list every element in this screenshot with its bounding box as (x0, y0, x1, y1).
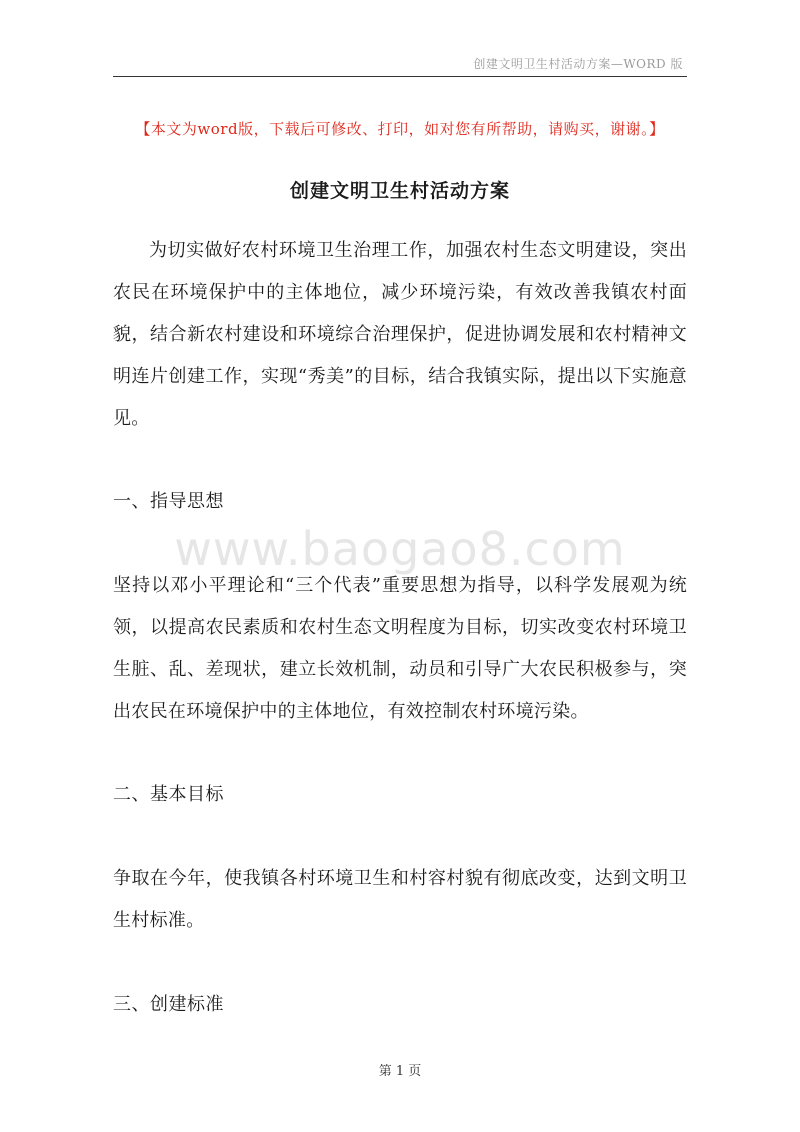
document-title: 创建文明卫生村活动方案 (289, 180, 510, 202)
section-body-2: 争取在今年，使我镇各村环境卫生和村容村貌有彻底改变，达到文明卫生村标准。 (113, 868, 687, 931)
section-heading-2: 二、基本目标 (113, 784, 224, 805)
section-heading-1: 一、指导思想 (113, 491, 224, 512)
download-notice: 【本文为word版，下载后可修改、打印，如对您有所帮助，请购买，谢谢。】 (135, 120, 665, 138)
page-number: 第 1 页 (378, 1064, 422, 1079)
running-header: 创建文明卫生村活动方案—WORD 版 (473, 57, 683, 71)
watermark-text: www.baogao8.com (174, 522, 626, 576)
section-heading-3: 三、创建标准 (113, 994, 224, 1015)
header-divider (113, 76, 687, 77)
intro-paragraph: 为切实做好农村环境卫生治理工作，加强农村生态文明建设，突出农民在环境保护中的主体地位，减少环境污染，有效改善我镇农村面貌，结合新农村建设和环境综合治理保护，促进协调发展和农村精神文明连片创建工作，实现“秀美”的目标，结合我镇实际，提出以下实施意见。 (113, 240, 687, 429)
section-body-1: 坚持以邓小平理论和“三个代表”重要思想为指导，以科学发展观为统领，以提高农民素质和农村生态文明程度为目标，切实改变农村环境卫生脏、乱、差现状，建立长效机制，动员和引导广大农民积极参与，突出农民在环境保护中的主体地位，有效控制农村环境污染。 (113, 575, 687, 722)
